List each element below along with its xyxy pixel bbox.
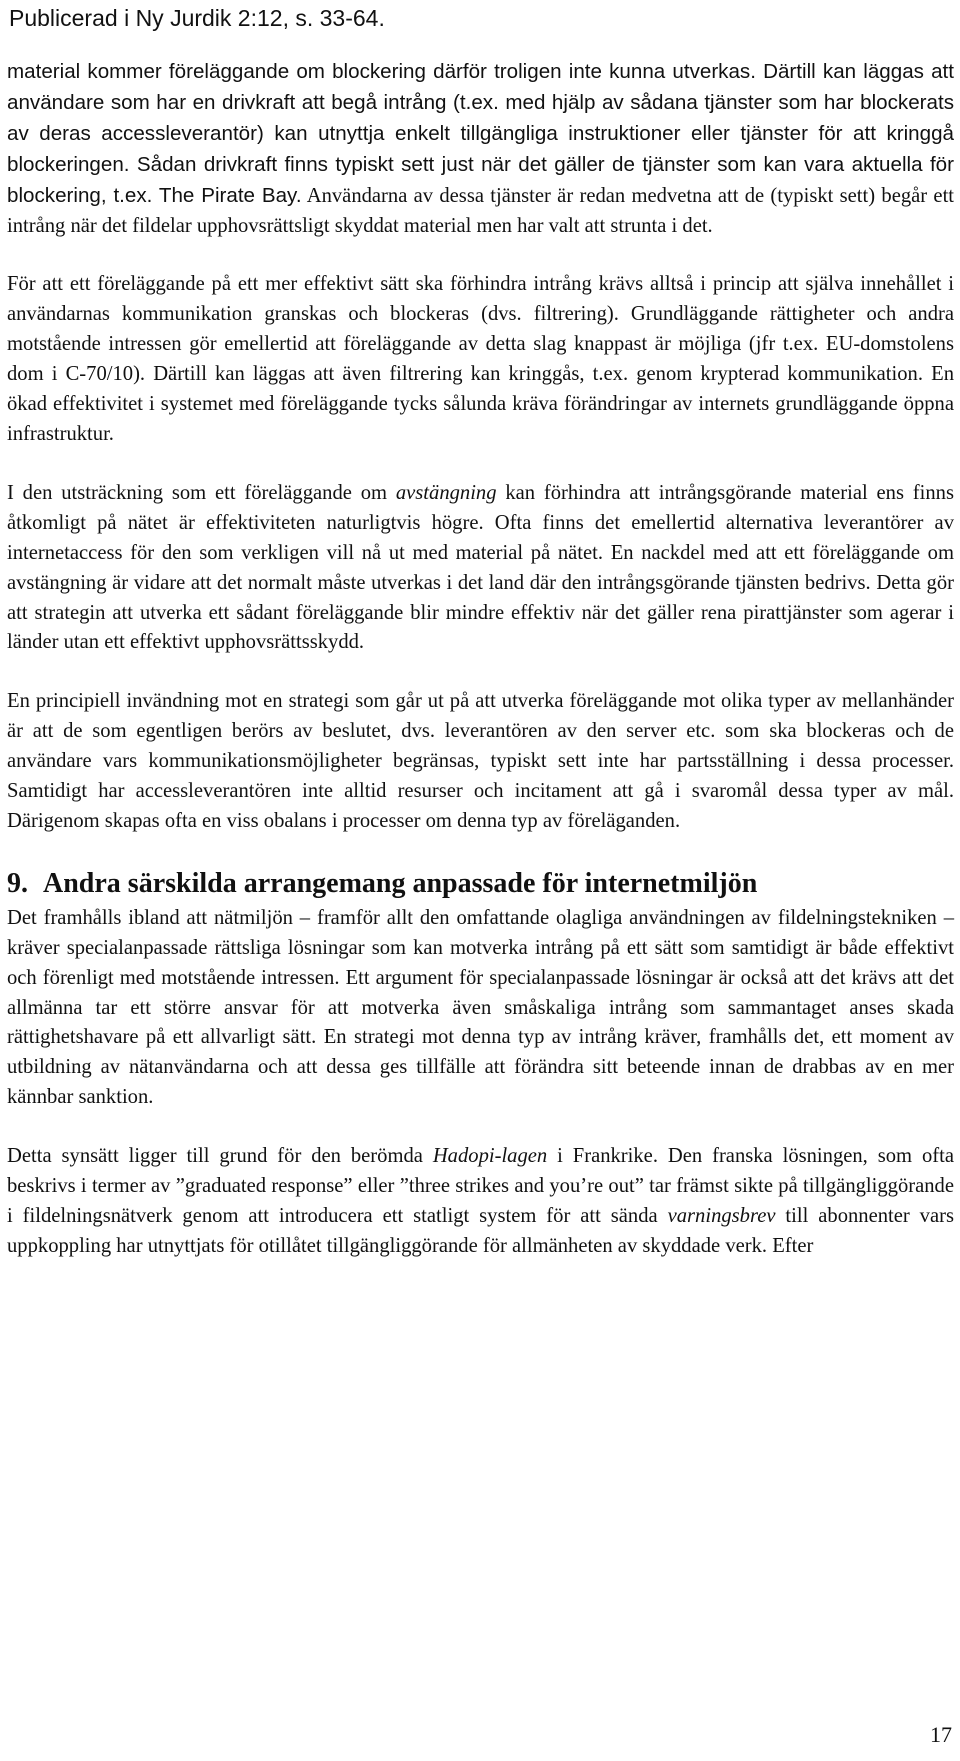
- paragraph-text: Grundläggande rättigheter och andra motstående intressen gör emellertid att föreläggande av detta slag knappast är möjliga (jfr t.ex. EU-domstolens dom i C-70/10). Därtill kan läggas att även filtrering kan kringgås, t.ex. genom krypterad kommunikation. En ökad effektivitet i systemet med föreläggande tycks sålunda kräva förändringar av internets grundläggande öppna infrastruktur.: [7, 303, 954, 445]
- paragraph-text: I den utsträckning som ett föreläggande om: [7, 481, 396, 504]
- paragraph-principal-objection: [7, 687, 954, 837]
- paragraph-text-sans: material kommer föreläggande om blockering därför troligen inte kunna utverkas. Därtill kan läggas att användare som har en drivkraft att begå intrång (t.ex. med hjälp av sådana tjänster som har blockerats av deras accessleverantör) kan utnyttja enkelt tillgängliga instruktioner eller tjänster för att kringgå blockeringen. Sådan drivkraft finns typiskt sett just när det gäller de tjänster som kan vara aktuella för blockering, t.ex. The Pirate Bay.: [7, 60, 954, 207]
- emphasis-varningsbrev: varningsbrev: [667, 1205, 776, 1227]
- emphasis-hadopi-lagen: Hadopi-lagen: [432, 1145, 548, 1168]
- section-heading: [7, 868, 954, 900]
- paragraph-text: Det framhålls ibland att nätmiljön – framför allt den omfattande olagliga användningen av fildelningstekniken – kräver specialanpassade rättsliga lösningar som kan motverka intrång på ett sätt som samtidigt är både effektivt och förenligt med motstående intressen. Ett argument för specialanpassade lösningar är också att det krävs att det allmänna tar ett större ansvar för att motverka även småskaliga intrång som sammantaget anses skada rättighetshavare på ett allvarligt sätt. En strategi mot denna typ av intrång kräver, framhålls det, ett moment av utbildning av nätanvändarna och att dessa ges tillfälle att förändra sitt beteende innan de drabbas av en mer kännbar sanktion.: [7, 906, 954, 1109]
- emphasis-avstangning: avstängning: [395, 481, 497, 504]
- paragraph-text: i Frankrike. Den franska lösningen, som ofta beskrivs i termer av ”graduated response” eller ”three strikes and you’re out” tar främst sikte på tillgängliggörande i fildelningsnätverk genom att introducera ett statligt system för att sända: [7, 1145, 954, 1227]
- section-number: 9.: [7, 867, 28, 899]
- running-header: Publicerad i Ny Jurdik 2:12, s. 33-64.: [9, 5, 385, 31]
- paragraph-filtering: [7, 270, 954, 449]
- paragraph-text: För att ett föreläggande på ett mer effektivt sätt ska förhindra intrång krävs alltså i princip att själva innehållet i användarnas kommunikation granskas och blockeras (dvs. filtrering).: [7, 273, 954, 326]
- section-title: Andra särskilda arrangemang anpassade för internetmiljön: [43, 867, 758, 899]
- paragraph-text: till abonnenter vars uppkoppling har utnyttjats för otillåtet tillgängliggörande för allmänheten av skyddade verk. Efter: [7, 1205, 954, 1257]
- paragraph-text: En principiell invändning mot en strategi som går ut på att utverka föreläggande mot olika typer av mellanhänder är att de som egentligen berörs av beslutet, dvs. leverantören av den server etc. som ska blockeras och de användare vars kommunikationsmöjligheter begränsas, typiskt sett inte har partsställning i dessa processer. Samtidigt har accessleverantören inte alltid resurser och incitament att gå i svaromål dessa typer av mål. Därigenom skapas ofta en viss obalans i processer om denna typ av föreläganden.: [7, 690, 954, 832]
- page-number: 17: [930, 1722, 952, 1747]
- body-text: [7, 57, 954, 1262]
- paragraph-text: kan förhindra att intrångsgörande material ens finns åtkomligt på nätet är effektiviteten naturligtvis högre. Ofta finns det emellertid alternativa leverantörer av internetaccess för den som verkligen vill nå ut med material på nätet. En nackdel med att ett föreläggande om avstängning är vidare att det normalt måste utverkas i det land där den intrångsgörande tjänsten bedrivs. Detta gör att strategin att utverka ett sådant föreläggande blir mindre effektiv när det gäller rena pirattjänster som agerar i länder utan ett effektivt upphovsrättsskydd.: [7, 481, 954, 654]
- paragraph-disconnection: [7, 479, 954, 658]
- paragraph-hadopi: [7, 1142, 954, 1262]
- paragraph-text-serif: Användarna av dessa tjänster är redan medvetna att de (typiskt sett) begår ett intrång när det fildelar upphovsrättsligt skyddat material men har valt att strunta i det.: [7, 184, 955, 237]
- paragraph-blocking-circumvention: [7, 57, 954, 241]
- paragraph-text: Detta synsätt ligger till grund för den berömda: [7, 1145, 433, 1168]
- paragraph-special-arrangements: [7, 904, 954, 1113]
